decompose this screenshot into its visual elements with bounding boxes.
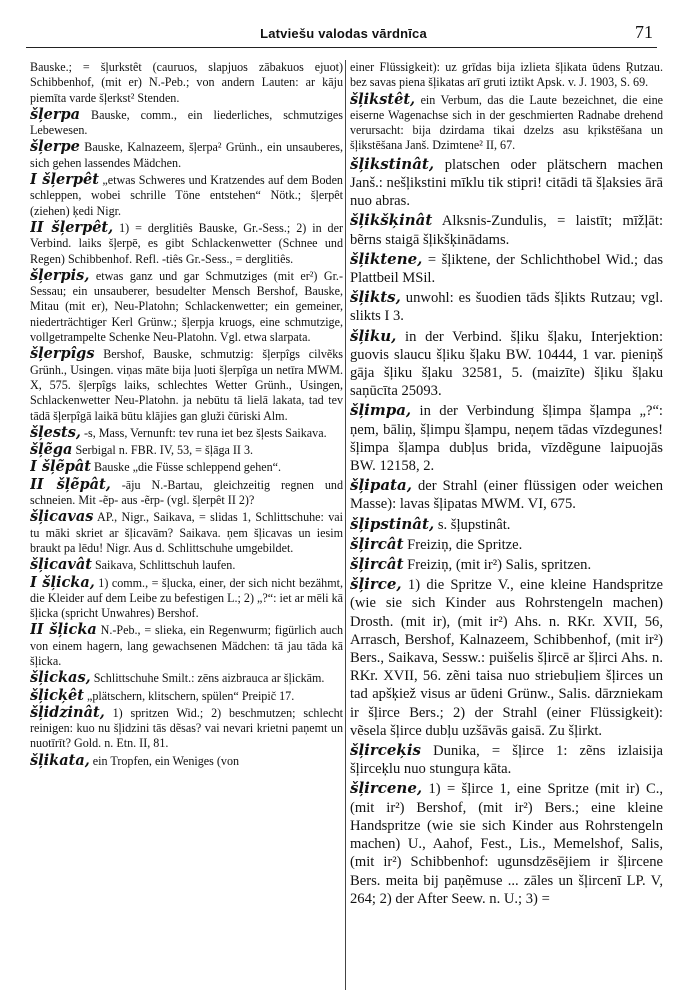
entry-text: AP., Nigr., Saikava, = slidas 1, Schlittschuhe: vai tu māki skriet ar šļicavām? Saikava. ņem šļicavas un iesim braukt pa lēdu! Nigr. Aus d. Schlittschuhe umgebildet. xyxy=(30,510,343,555)
page-number: 71 xyxy=(635,22,653,42)
dictionary-entry xyxy=(30,346,343,423)
entry-text: ein Tropfen, ein Weniges (von xyxy=(89,753,240,768)
entry-headword: šļikšķinât xyxy=(350,211,433,230)
entry-text: Freiziņ, die Spritze. xyxy=(403,536,523,553)
entry-text: 1) spritzen Wid.; 2) beschmutzen; schlecht reinigen: kuo nu šļidzini tās dẽsas? vai nevari krietni paņemt un nuotīrīt? Gold. n. Etn. II, 81. xyxy=(30,705,343,751)
dictionary-entry xyxy=(30,705,343,752)
entry-headword: šļirce, xyxy=(350,575,402,594)
dictionary-entry xyxy=(350,327,663,401)
page-title: Latviešu valodas vārdnīca xyxy=(260,26,427,41)
entry-headword: šļerpe xyxy=(30,138,80,156)
dictionary-entry xyxy=(350,575,663,740)
entry-headword: šļikts, xyxy=(350,288,401,307)
entry-headword: šļickas, xyxy=(30,669,91,687)
dictionary-entry xyxy=(30,459,343,475)
entry-text: = šļiktene, der Schlichthobel Wid.; das Plattbeil MSil. xyxy=(350,251,663,286)
entry-headword: šļests, xyxy=(30,423,81,441)
dictionary-entry xyxy=(350,476,663,513)
entry-headword: šļikstinât, xyxy=(350,154,435,173)
entry-headword: šļicķêt xyxy=(30,686,84,704)
dictionary-entry xyxy=(350,779,663,907)
header-rule xyxy=(26,47,657,48)
entry-headword: šļerpis, xyxy=(30,266,90,284)
dictionary-entry xyxy=(30,670,343,686)
entry-headword: šļiktene, xyxy=(350,249,423,268)
dictionary-entry xyxy=(30,107,343,139)
entry-text: Freiziņ, (mit ir²) Salis, spritzen. xyxy=(403,557,592,574)
entry-headword: II šļerpêt, xyxy=(30,218,114,236)
entry-headword: II šļicka xyxy=(30,621,97,639)
entry-text: s. šļupstinât. xyxy=(434,516,511,533)
entry-text: Bauske, Kalnazeem, šļerpa² Grünh., ein unsauberes, sich gehen lassendes Mädchen. xyxy=(30,140,343,170)
dictionary-entry xyxy=(30,268,343,345)
column-divider xyxy=(345,60,346,990)
entry-text: Bershof, Bauske, schmutzig: šļerpîgs cilvẽks Grünh., Usingen. viņas māte bija ļuoti šļerpîga un netīra MWM. X, 575. šļerpîgs laiks, schlechtes Wetter Grünh., Usingen, Schlackenwetter Neu-Platohn. ja nebūtu tā lielā lakata, tad tev tādā šļerpîgā laikā būtu klājies gan gluži čūriski Alm. xyxy=(30,347,343,423)
dictionary-entry xyxy=(30,688,343,704)
left-column xyxy=(30,60,343,990)
entry-headword: šļipstinât, xyxy=(350,514,435,533)
entry-headword: I šļicka, xyxy=(30,573,95,591)
dictionary-entry xyxy=(30,557,343,573)
entry-text: „plätschern, klitschern, spülen“ Preipič 17. xyxy=(83,688,295,703)
entry-headword: šļipata, xyxy=(350,476,412,495)
entry-headword: šļicavas xyxy=(30,508,94,526)
entry-text: Serbigal n. FBR. IV, 53, = šļāga II 3. xyxy=(72,443,254,458)
dictionary-entry xyxy=(30,442,343,458)
entry-text: Bauske „die Füsse schleppend gehen“. xyxy=(90,460,282,475)
entry-text: 1) die Spritze V., eine kleine Handspritze (wie sie sich Kinder aus Rohrstengeln machen) Drosth. (mit ir), (mit ir²) Ahs. n. RKr. XVII, 56, Arrasch, Bershof, Kalnazeem, Schibbenhof, (mit ir²) Bers., Saikava, Sessw.: puišelis šļircē ar šļirci Ahs. n. RKr. XVII, 56. zẽni taisa nuo striebuļiem šļirces un tad apšķiež visus ar ūdeni Grünw., Salis. dārzniekam ir šļirce Bers.; 2) der Strahl (einer Flüssigkeit): vẽsela šļirce dubļu uzšāvās gaisā. Zu šļirkt. xyxy=(350,577,663,739)
entry-text: platschen oder plätschern machen Janš.: nešļikstini mīklu tik stipri! citādi tā šļaksies ārā nuo abras. xyxy=(350,156,663,210)
entry-headword: šļẽga xyxy=(30,441,73,459)
dictionary-entry xyxy=(350,515,663,534)
entry-text: in der Verbindung šļimpa šļampa „?“: ņem, bāliņ, šļimpu šļampu, neņem tādas vīzdegunes! šļimpa šļampa dubļus brida, vīzdẽgune laipuojās BW. 12158, 2. xyxy=(350,403,663,475)
dictionary-entry xyxy=(350,741,663,778)
entry-text: 1) comm., = šļucka, einer, der sich nicht bezähmt, die Kleider auf dem Leibe zu befestigen L.; 2) „?“: iet ar mēli kā šļicka (spricht Unwahres) Bershof. xyxy=(30,575,343,621)
dictionary-entry xyxy=(30,425,343,441)
entry-headword: šļimpa, xyxy=(350,401,412,420)
entry-headword: šļicavât xyxy=(30,556,92,574)
entry-text: 1) = šļirce 1, eine Spritze (mit ir) C., (mit ir²) Bershof, (mit ir²) Bers.; eine kleine Handspritze (wie sie sich Kinder aus Rohrstengeln machen) U., Aahof, Fest., Lis., Memelshof, Salis, (mit ir²) Schibbenhof: ugunsdzēsējiem ir šļircene Bers. meita bij paņẽmuse ... zāles un šļircenī LP. V, 264; 2) der After Seew. n. U.; 3) = xyxy=(350,781,663,907)
entry-text: -āju N.-Bartau, gleichzeitig regnen und schneien. Mit -ẽp- aus -ẽrp- (vgl. šļerpêt II 2)? xyxy=(30,477,343,508)
entry-text: etwas ganz und gar Schmutziges (mit er²) Gr.-Sessau; ein unsauberer, besudelter Mensch Bershof, Bauske, Mitau (mit er), Neu-Platohn; Schlackenwetter; ein gemeiner, niederträchtiger Kerl Grünw.; šļerpja kruogs, eine schmutzige, vollgetrampelte Schenke Neu-Platohn. Vgl. etwa slarpata. xyxy=(30,268,343,345)
entry-text: „etwas Schweres und Kratzendes auf dem Boden schleppen, wobei schrille Töne entstehen“ Nötk.; šļerpêt (ziehen) ķedi Nigr. xyxy=(30,173,343,218)
dictionary-entry xyxy=(350,211,663,248)
entry-headword: šļerpîgs xyxy=(30,345,95,363)
entry-headword: šļiku, xyxy=(350,326,397,345)
entry-headword: šļikata, xyxy=(30,751,90,769)
entry-headword: šļircât xyxy=(350,555,404,574)
entry-text: Saikava, Schlittschuh laufen. xyxy=(91,558,236,573)
dictionary-entry xyxy=(350,401,663,475)
entry-text: der Strahl (einer flüssigen oder weichen Masse): lavas šļipatas MWM. VI, 675. xyxy=(350,478,663,513)
entry-headword: I šļerpêt xyxy=(30,171,99,189)
dictionary-entry xyxy=(350,155,663,211)
right-column xyxy=(350,60,663,990)
entry-text: N.-Peb., = slieka, ein Regenwurm; figürlich auch von einem hagern, lang gewachsenen Mädchen: tā jau tāda kā šļicka. xyxy=(30,623,343,668)
entry-headword: šļerpa xyxy=(30,105,81,123)
entry-text: einer Flüssigkeit): uz grīdas bija izlieta šļikata ūdens Ŗutzau. bez savas piena šļikatas arī gruti iztikt Apsk. v. J. 1903, S. 69. xyxy=(350,60,663,90)
entry-headword: I šļẽpât xyxy=(30,458,91,476)
dictionary-entry xyxy=(350,535,663,554)
entry-text: ein Verbum, das die Laute bezeichnet, die eine eiserne Wagenachse sich in der geschmierten Radnabe drehend verursacht: bija dzirdama tikai dzelzs asu kŗikstēšana un šļikstēšana Janš. Dzimtene² II, 67. xyxy=(350,92,663,153)
dictionary-entry xyxy=(350,92,663,154)
right-column-small-text xyxy=(350,60,663,154)
dictionary-entry xyxy=(350,555,663,574)
entry-text: Bauske, comm., ein liederliches, schmutziges Lebewesen. xyxy=(30,107,343,138)
dictionary-entry xyxy=(350,250,663,287)
dictionary-entry xyxy=(30,172,343,219)
dictionary-entry xyxy=(350,288,663,325)
entry-text: Alksnis-Zundulis, = laistīt; mīžļāt: bẽrns staigā šļikšķinādams. xyxy=(350,213,663,248)
dictionary-entry xyxy=(30,60,343,106)
entry-text: Bauske.; = šļurkstêt (cauruos, slapjuos zābakuos ejuot) Schibbenhof, (mit er) N.-Peb.; von andern Lauten: ar kāju piemīta varde šļerkst² Stenden. xyxy=(30,60,343,105)
dictionary-entry xyxy=(350,60,663,91)
right-column-large-text xyxy=(350,155,663,908)
entry-text: unwohl: es šuodien tāds šļikts Rutzau; vgl. slikts I 3. xyxy=(350,290,663,325)
entry-headword: II šļẽpât, xyxy=(30,475,111,493)
entry-headword: šļidzinât, xyxy=(30,703,105,721)
entry-text: in der Verbind. šļiku šļaku, Interjektion: guovis slaucu šļiku šļaku BW. 10444, 1 var. pieniņš gāja šļiku šļaku 32581, 5. (maizīte) šļiku šļaku saņūcīta 25093. xyxy=(350,328,663,400)
dictionary-entry xyxy=(30,477,343,509)
entry-headword: šļirceķis xyxy=(350,741,421,760)
dictionary-entry xyxy=(30,622,343,669)
dictionary-entry xyxy=(30,575,343,622)
entry-text: Schlittschuhe Smilt.: zēns aizbrauca ar šļickām. xyxy=(90,671,325,686)
dictionary-entry xyxy=(30,753,343,769)
dictionary-entry xyxy=(30,509,343,556)
entry-headword: šļircât xyxy=(350,534,404,553)
dictionary-entry xyxy=(30,220,343,267)
page-header xyxy=(0,0,687,48)
entry-text: -s, Mass, Vernunft: tev runa iet bez šļests Saikava. xyxy=(80,425,327,440)
entry-text: 1) = derglitiês Bauske, Gr.-Sess.; 2) in der Verbind. laiks šļerpē, es gibt Schlackenwetter (Schnee und Regen) Schibbenhof. Refl. -tiês Gr.-Sess., = derglitiês. xyxy=(30,220,343,266)
entry-headword: šļikstêt, xyxy=(350,90,416,108)
entry-headword: šļircene, xyxy=(350,779,423,798)
entry-text: Dunika, = šļirce 1: zẽns izlaisija šļirceķlu nuo stunguŗa kāta. xyxy=(350,743,663,778)
dictionary-entry xyxy=(30,139,343,171)
